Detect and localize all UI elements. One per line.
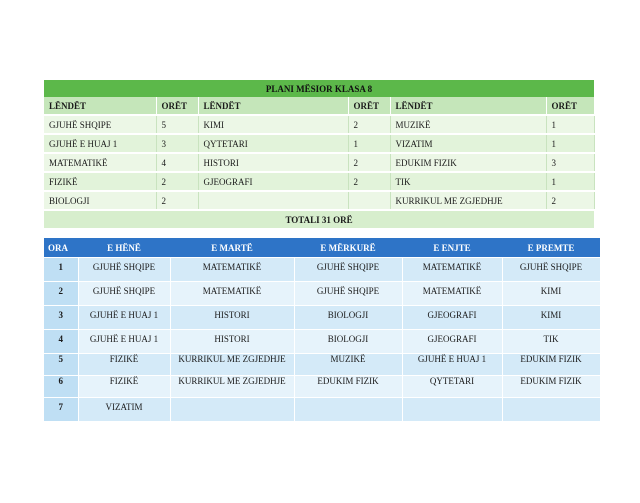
- schedule-cell: [294, 398, 402, 422]
- schedule-cell: EDUKIM FIZIK: [502, 354, 600, 376]
- schedule-cell: VIZATIM: [78, 398, 170, 422]
- schedule-header-wednesday: E MËRKURË: [294, 238, 402, 258]
- schedule-cell: GJUHË SHQIPE: [294, 258, 402, 282]
- schedule-cell: KURRIKUL ME ZGJEDHJE: [170, 354, 294, 376]
- plan-row: [44, 153, 594, 172]
- plan-header-subject: LËNDËT: [390, 97, 546, 115]
- plan-subject-cell: HISTORI: [198, 153, 348, 172]
- plan-subject-cell: KIMI: [198, 115, 348, 134]
- plan-hours-cell: 2: [156, 191, 198, 210]
- plan-hours-cell: 1: [546, 134, 594, 153]
- plan-row: [44, 115, 594, 134]
- plan-header-subject: LËNDËT: [44, 97, 156, 115]
- plan-subject-cell: EDUKIM FIZIK: [390, 153, 546, 172]
- plan-subject-cell: QYTETARI: [198, 134, 348, 153]
- plan-hours-cell: 5: [156, 115, 198, 134]
- schedule-cell: FIZIKË: [78, 376, 170, 398]
- period-number: 4: [44, 330, 78, 354]
- schedule-cell: [170, 398, 294, 422]
- schedule-cell: GJEOGRAFI: [402, 306, 502, 330]
- plan-hours-cell: 2: [546, 191, 594, 210]
- schedule-row: [44, 330, 600, 354]
- schedule-cell: EDUKIM FIZIK: [294, 376, 402, 398]
- plan-row: [44, 134, 594, 153]
- schedule-row: [44, 282, 600, 306]
- schedule-cell: GJUHË E HUAJ 1: [78, 306, 170, 330]
- schedule-cell: MATEMATIKË: [170, 258, 294, 282]
- schedule-cell: GJUHË SHQIPE: [78, 282, 170, 306]
- schedule-row: [44, 376, 600, 398]
- schedule-cell: GJUHË SHQIPE: [502, 258, 600, 282]
- plan-hours-cell: 2: [348, 172, 390, 191]
- period-number: 2: [44, 282, 78, 306]
- schedule-cell: EDUKIM FIZIK: [502, 376, 600, 398]
- schedule-cell: MATEMATIKË: [402, 282, 502, 306]
- schedule-cell: GJUHË E HUAJ 1: [402, 354, 502, 376]
- plan-hours-cell: 1: [546, 172, 594, 191]
- plan-row: [44, 191, 594, 210]
- schedule-cell: [402, 398, 502, 422]
- schedule-cell: KURRIKUL ME ZGJEDHJE: [170, 376, 294, 398]
- schedule-header-period: ORA: [44, 238, 78, 258]
- plan-hours-cell: 1: [546, 115, 594, 134]
- plan-hours-cell: 2: [156, 172, 198, 191]
- period-number: 6: [44, 376, 78, 398]
- plan-title-row: [44, 80, 594, 97]
- schedule-row: [44, 398, 600, 422]
- period-number: 7: [44, 398, 78, 422]
- schedule-cell: MATEMATIKË: [402, 258, 502, 282]
- plan-hours-cell: 1: [348, 134, 390, 153]
- plan-header-hours: ORËT: [156, 97, 198, 115]
- schedule-cell: HISTORI: [170, 330, 294, 354]
- schedule-header-friday: E PREMTE: [502, 238, 600, 258]
- schedule-cell: GJEOGRAFI: [402, 330, 502, 354]
- schedule-row: [44, 258, 600, 282]
- schedule-cell: [502, 398, 600, 422]
- plan-hours-cell: 3: [546, 153, 594, 172]
- plan-header-hours: ORËT: [546, 97, 594, 115]
- plan-hours-cell: [348, 191, 390, 210]
- plan-total-row: [44, 210, 594, 228]
- schedule-cell: HISTORI: [170, 306, 294, 330]
- schedule-cell: MUZIKË: [294, 354, 402, 376]
- schedule-cell: MATEMATIKË: [170, 282, 294, 306]
- plan-hours-cell: 2: [348, 153, 390, 172]
- plan-hours-cell: 2: [348, 115, 390, 134]
- schedule-cell: GJUHË SHQIPE: [78, 258, 170, 282]
- plan-subject-cell: MUZIKË: [390, 115, 546, 134]
- schedule-header-thursday: E ENJTE: [402, 238, 502, 258]
- schedule-row: [44, 306, 600, 330]
- plan-subject-cell: MATEMATIKË: [44, 153, 156, 172]
- plan-subject-cell: GJUHË SHQIPE: [44, 115, 156, 134]
- schedule-cell: FIZIKË: [78, 354, 170, 376]
- plan-header-hours: ORËT: [348, 97, 390, 115]
- curriculum-plan-table: [44, 80, 595, 228]
- plan-subject-cell: FIZIKË: [44, 172, 156, 191]
- schedule-cell: QYTETARI: [402, 376, 502, 398]
- plan-subject-cell: [198, 191, 348, 210]
- schedule-cell: GJUHË SHQIPE: [294, 282, 402, 306]
- plan-subject-cell: BIOLOGJI: [44, 191, 156, 210]
- period-number: 1: [44, 258, 78, 282]
- schedule-cell: KIMI: [502, 282, 600, 306]
- plan-hours-cell: 4: [156, 153, 198, 172]
- schedule-cell: BIOLOGJI: [294, 330, 402, 354]
- plan-subject-cell: TIK: [390, 172, 546, 191]
- schedule-cell: TIK: [502, 330, 600, 354]
- plan-header-subject: LËNDËT: [198, 97, 348, 115]
- plan-subject-cell: GJUHË E HUAJ 1: [44, 134, 156, 153]
- schedule-row: [44, 354, 600, 376]
- plan-subject-cell: VIZATIM: [390, 134, 546, 153]
- schedule-header-tuesday: E MARTË: [170, 238, 294, 258]
- plan-subject-cell: GJEOGRAFI: [198, 172, 348, 191]
- period-number: 5: [44, 354, 78, 376]
- schedule-header-monday: E HËNË: [78, 238, 170, 258]
- plan-hours-cell: 3: [156, 134, 198, 153]
- plan-subject-cell: KURRIKUL ME ZGJEDHJE: [390, 191, 546, 210]
- schedule-cell: KIMI: [502, 306, 600, 330]
- schedule-cell: GJUHË E HUAJ 1: [78, 330, 170, 354]
- schedule-cell: BIOLOGJI: [294, 306, 402, 330]
- schedule-header-row: [44, 238, 600, 258]
- plan-total: TOTALI 31 ORË: [44, 210, 594, 228]
- plan-header-row: [44, 97, 594, 115]
- plan-title: PLANI MËSIOR KLASA 8: [44, 80, 594, 97]
- plan-row: [44, 172, 594, 191]
- period-number: 3: [44, 306, 78, 330]
- weekly-schedule-table: [44, 238, 601, 421]
